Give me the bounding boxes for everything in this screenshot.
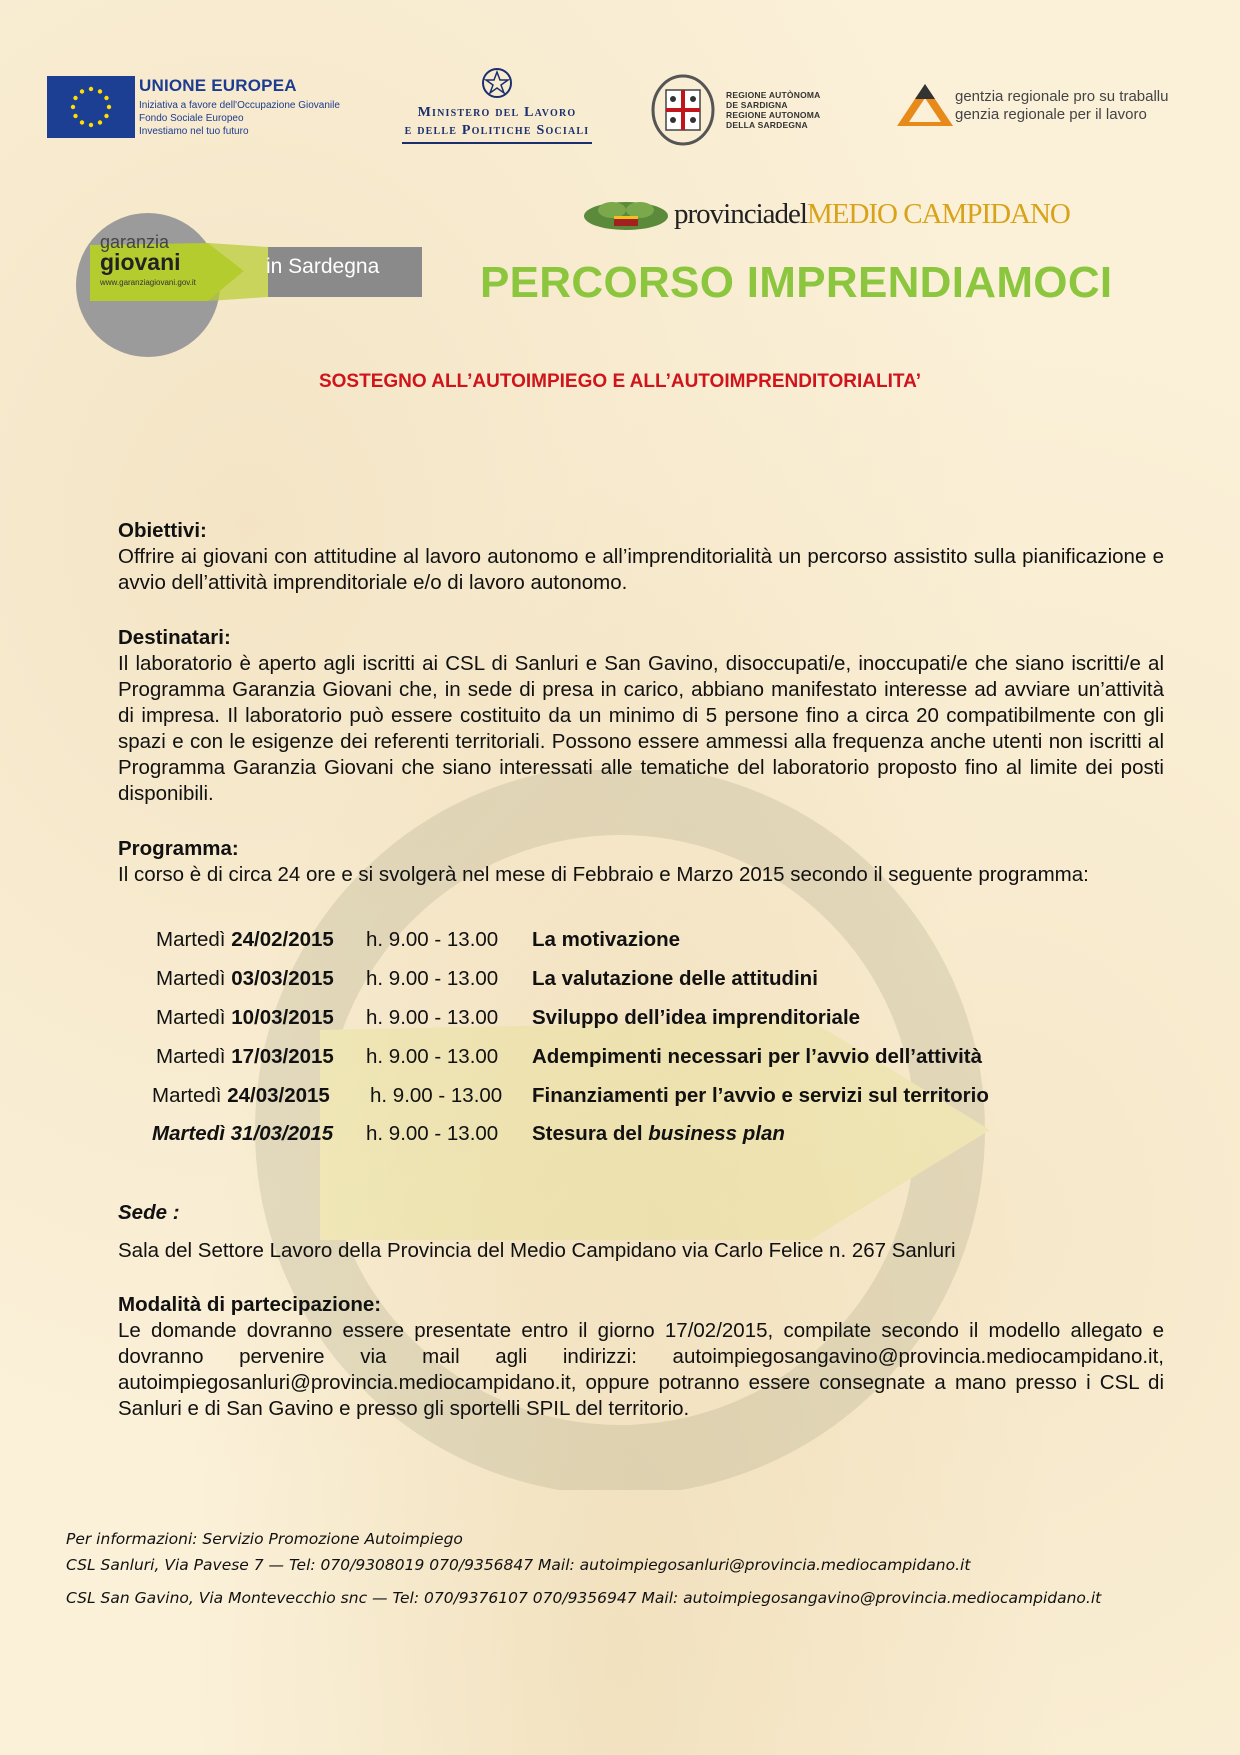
eu-title: UNIONE EUROPEA xyxy=(139,76,297,95)
eu-line-2: Fondo Sociale Europeo xyxy=(139,113,244,124)
section-obiettivi xyxy=(118,518,1164,596)
section-destinatari xyxy=(118,625,1164,807)
provincia-emblem-icon xyxy=(582,196,670,234)
ministero-rule xyxy=(402,142,592,144)
provincia-logo xyxy=(582,196,1070,236)
section-heading: Destinatari: xyxy=(118,626,231,649)
section-sede xyxy=(118,1200,1164,1264)
page-subtitle: SOSTEGNO ALL’AUTOIMPIEGO E ALL’AUTOIMPRENDITORIALITA’ xyxy=(318,371,922,392)
agenzia-lavoro-logo: gentzia regionale pro su traballu genzia regionale per il lavoro xyxy=(895,82,1195,132)
section-heading: Sede : xyxy=(118,1201,180,1224)
emblem-icon xyxy=(480,66,514,102)
section-text: Sala del Settore Lavoro della Provincia del Medio Campidano via Carlo Felice n. 267 Sanluri xyxy=(118,1239,956,1262)
section-modalita xyxy=(118,1292,1164,1422)
ministero-logo xyxy=(402,66,592,146)
section-heading: Obiettivi: xyxy=(118,519,207,542)
provincia-name: provinciadelMEDIO CAMPIDANO xyxy=(674,198,1070,230)
section-heading: Programma: xyxy=(118,837,239,860)
footer-csl-sangavino: CSL San Gavino, Via Montevecchio snc — Tel: 070/9376107 070/9356947 Mail: autoimpiegosangavino@provincia.mediocampidano.it xyxy=(66,1589,1102,1607)
sardinia-coat-of-arms-icon xyxy=(648,72,718,148)
page-title: PERCORSO IMPRENDIAMOCI xyxy=(480,258,1113,307)
footer-info: Per informazioni: Servizio Promozione Autoimpiego xyxy=(66,1530,463,1548)
footer-csl-sanluri: CSL Sanluri, Via Pavese 7 — Tel: 070/9308019 070/9356847 Mail: autoimpiegosanluri@provincia.mediocampidano.it xyxy=(66,1556,971,1574)
section-text: Il corso è di circa 24 ore e si svolgerà nel mese di Febbraio e Marzo 2015 secondo il seguente programma: xyxy=(118,863,1089,886)
section-text: Le domande dovranno essere presentate entro il giorno 17/02/2015, compilate secondo il modello allegato e dovranno pervenire via mail agli indirizzi: autoimpiegosangavino@provincia.mediocampidano.it, autoimpiegosanluri@provincia.mediocampidano.it, oppure potranno essere consegnate a mano presso i CSL di Sanluri e di San Gavino e presso gli sportelli SPIL del territorio. xyxy=(118,1319,1164,1420)
ministero-name: Ministero del Lavoro e delle Politiche Sociali xyxy=(404,105,590,138)
section-text: Il laboratorio è aperto agli iscritti ai CSL di Sanluri e San Gavino, disoccupati/e, inoccupati/e che siano iscritti/e al Programma Garanzia Giovani che, in sede di presa in carico, abbiano manifestato interesse ad avviare un’attività di impresa. Il laboratorio può essere costituito da un minimo di 5 persone fino a circa 20 compatibilmente con gli spazi e con le esigenze dei referenti territoriali. Possono essere ammessi alla frequenza anche utenti non iscritti al Programma Garanzia Giovani che siano interessati alle tematiche del laboratorio proposto fino al limite dei posti disponibili. xyxy=(118,652,1164,805)
section-programma xyxy=(118,836,1164,888)
eu-line-3: Investiamo nel tuo futuro xyxy=(139,126,249,137)
flyer-page: UNIONE EUROPEA Iniziativa a favore dell'Occupazione Giovanile Fondo Sociale Europeo Investiamo nel tuo futuro Ministero del Lavoro e delle Politiche Sociali REGIONE AUTÒNOMA DE SARDIGNA REGIONE AUTONOMA DELLA SARDEGNA gentzia regionale pro su traballu genzia regionale per il lavoro provinciadelMEDIO CAMPIDANO garanzia giovani www.garanziagiovani.gov.it in Sardegna PERCORSO IMPRENDIAMOCI SOSTEGNO ALL’AUTOIMPIEGO E ALL’AUTOIMPRENDITORIALITA’ Obiettivi: Offrire ai giovani con attitudine al lavoro autonomo e all’imprenditorialità un percorso assistito sulla pianificazione e avvio dell’attività imprenditoriale e/o di lavoro autonomo. Destinatari: Il laboratorio è aperto agli iscritti ai CSL di Sanluri e San Gavino, disoccupati/e, inoccupati/e che siano iscritti/e al Programma Garanzia Giovani che, in sede di presa in carico, abbiano manifestato interesse ad avviare un’attività di impresa. Il laboratorio può essere costituito da un minimo di 5 persone fino a circa 20 compatibilmente con gli spazi e con le esigenze dei referenti territoriali. Possono essere ammessi alla frequenza anche utenti non iscritti al Programma Garanzia Giovani che siano interessati alle tematiche del laboratorio proposto fino al limite dei posti disponibili. Programma: Il corso è di circa 24 ore e si svolgerà nel mese di Febbraio e Marzo 2015 secondo il seguente programma: Martedì 24/02/2015 h. 9.00 - 13.00 La motivazione Martedì 03/03/2015 h. 9.00 - 13.00 La valutazione delle attitudini Martedì 10/03/2015 h. 9.00 - 13.00 Sviluppo dell’idea imprenditoriale Martedì 17/03/2015 h. 9.00 - 13.00 Adempimenti necessari per l’avvio dell’attività Martedì 24/03/2015 h. 9.00 - 13.00 Finanziamenti per l’avvio e servizi sul territorio Martedì 31/03/2015 h. 9.00 - 13.00 Stesura del business plan Sede : Sala del Settore Lavoro della Provincia del Medio Campidano via Carlo Felice n. 267 Sanluri Modalità di partecipazione: Le domande dovranno essere presentate entro il giorno 17/02/2015, compilate secondo il modello allegato e dovranno pervenire via mail agli indirizzi: autoimpiegosangavino@provincia.mediocampidano.it, autoimpiegosanluri@provincia.mediocampidano.it, oppure potranno essere consegnate a mano presso i CSL di Sanluri e di San Gavino e presso gli sportelli SPIL del territorio. Per informazioni: Servizio Promozione Autoimpiego CSL Sanluri, Via Pavese 7 — Tel: 070/9308019 070/9356847 Mail: autoimpiegosanluri@provincia.mediocampidano.it CSL San Gavino, Via Montevecchio snc — Tel: 070/9376107 070/9356947 Mail: autoimpiegosangavino@provincia.mediocampidano.it xyxy=(0,0,1240,1755)
eu-logo xyxy=(47,76,347,140)
section-text: Offrire ai giovani con attitudine al lavoro autonomo e all’imprenditorialità un percorso assistito sulla pianificazione e avvio dell’attività imprenditoriale e/o di lavoro autonomo. xyxy=(118,545,1164,594)
regione-sardegna-logo: REGIONE AUTÒNOMA DE SARDIGNA REGIONE AUTONOMA DELLA SARDEGNA xyxy=(648,72,838,148)
eu-flag-icon xyxy=(47,76,135,138)
triangle-logo-icon xyxy=(895,82,955,128)
garanzia-giovani-logo: garanzia giovani www.garanziagiovani.gov.it in Sardegna xyxy=(68,205,428,365)
eu-line-1: Iniziativa a favore dell'Occupazione Giovanile xyxy=(139,100,340,111)
section-heading: Modalità di partecipazione: xyxy=(118,1293,382,1316)
